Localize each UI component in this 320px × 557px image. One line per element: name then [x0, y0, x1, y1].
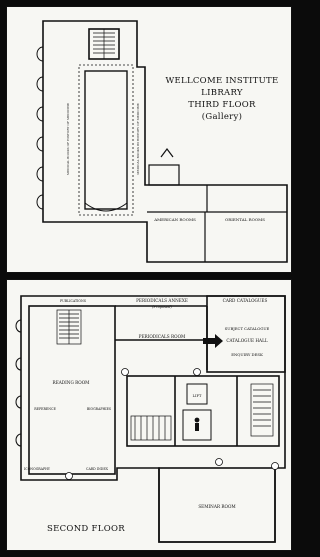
- title-line-3: THIRD FLOOR: [188, 100, 256, 110]
- label-reading-room: READING ROOM: [52, 380, 90, 385]
- central-block: [127, 376, 279, 446]
- label-periodicals-annexe-sub: (Proposed): [152, 305, 172, 309]
- room-label-oriental: ORIENTAL ROOMS: [225, 217, 265, 222]
- label-subject-catalogue: SUBJECT CATALOGUE: [224, 326, 270, 331]
- label-lift: LIFT: [192, 394, 202, 398]
- second-floor-plan-drawing: [7, 280, 292, 551]
- label-reference: REFERENCE: [34, 407, 56, 411]
- label-iconography: ICONOGRAPHY: [24, 467, 50, 471]
- gallery-railing: [79, 65, 133, 215]
- third-floor-outer-wall: [43, 21, 287, 262]
- room-label-american: AMERICAN ROOMS: [154, 217, 196, 222]
- label-periodicals-room: PERIODICALS ROOM: [138, 334, 186, 339]
- label-seminar-room: SEMINAR ROOM: [198, 504, 236, 509]
- direction-arrow-icon: [203, 334, 223, 348]
- second-floor-plan-panel: [6, 279, 292, 551]
- title-line-4: (Gallery): [201, 112, 243, 122]
- second-floor-title: SECOND FLOOR: [47, 524, 125, 534]
- third-floor-stair-steps: [93, 29, 115, 59]
- person-icon: [195, 418, 200, 423]
- third-floor-plan-panel: [6, 6, 292, 273]
- third-floor-title: [157, 75, 287, 123]
- third-floor-plan-drawing: [7, 7, 292, 273]
- title-line-2: LIBRARY: [201, 88, 243, 98]
- small-stair-top: [149, 165, 179, 185]
- label-enquiry-desk: ENQUIRY DESK: [231, 352, 263, 357]
- third-floor-left-note: MEDICAL BOOKS OF HISTORY OF MEDICINE: [66, 102, 70, 176]
- catalogue-hall-outline: [207, 296, 285, 372]
- title-line-1: WELLCOME INSTITUTE: [165, 76, 279, 86]
- label-periodicals-annexe: PERIODICALS ANNEXE: [136, 298, 188, 303]
- gallery-void: [85, 71, 127, 209]
- third-floor-right-note: MEDICAL BOOKS IN HISTORY OF MEDICINE: [136, 103, 140, 175]
- label-card-catalogues: CARD CATALOGUES: [222, 298, 268, 303]
- second-floor-door-symbols: [66, 369, 279, 480]
- north-arrow-small: [161, 149, 173, 157]
- label-biographies: BIOGRAPHIES: [86, 407, 112, 411]
- label-catalogue-hall: CATALOGUE HALL: [226, 338, 268, 343]
- third-floor-bay-windows: [37, 47, 43, 209]
- reading-room-outline: [29, 306, 115, 474]
- label-card-index: CARD INDEX: [86, 467, 108, 471]
- label-publications: PUBLICATIONS: [59, 299, 87, 303]
